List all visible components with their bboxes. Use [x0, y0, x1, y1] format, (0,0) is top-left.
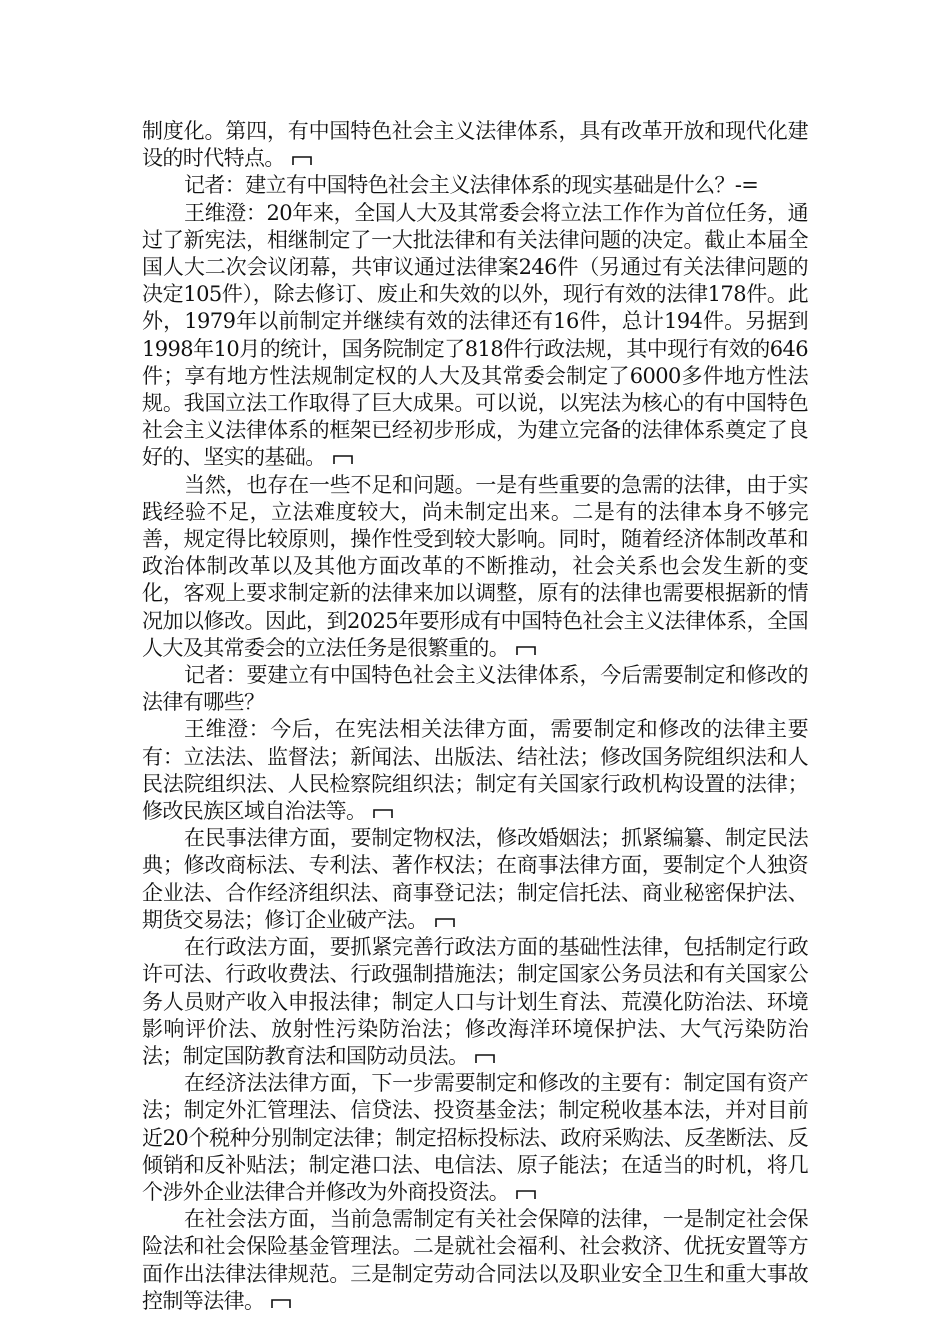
paragraph-text: 在经济法法律方面，下一步需要制定和修改的主要有：制定国有资产法；制定外汇管理法、信贷法、投资基金法；制定税收基本法，并对目前近20个税种分别制定法律；制定招标投标法、政府采购法、反垄断法、反倾销和反补贴法；制定港口法、电信法、原子能法；在适当的时机，将几个涉外企业法律合并修改为外商投资法。	[142, 1071, 808, 1204]
paragraph-7	[142, 825, 808, 934]
paragraph-8	[142, 934, 808, 1070]
paragraph-1	[142, 118, 808, 172]
paragraph-4	[142, 472, 808, 662]
paragraph-text: 在社会法方面，当前急需制定有关社会保障的法律，一是制定社会保险法和社会保险基金管理法。二是就社会福利、社会救济、优抚安置等方面作出法律法律规范。三是制定劳动合同法以及职业安全卫生和重大事故控制等法律。	[142, 1207, 808, 1313]
paragraph-return-icon	[474, 1052, 496, 1062]
paragraph-text: 当然，也存在一些不足和问题。一是有些重要的急需的法律，由于实践经验不足，立法难度较大，尚未制定出来。二是有的法律本身不够完善，规定得比较原则，操作性受到较大影响。同时，随着经济体制改革和政治体制改革以及其他方面改革的不断推动，社会关系也会发生新的变化，客观上要求制定新的法律来加以调整，原有的法律也需要根据新的情况加以修改。因此，到2025年要形成有中国特色社会主义法律体系，全国人大及其常委会的立法任务是很繁重的。	[142, 472, 808, 660]
paragraph-text: 记者：建立有中国特色社会主义法律体系的现实基础是什么？	[184, 173, 735, 198]
document-body	[142, 118, 808, 1315]
paragraph-return-icon	[270, 1297, 292, 1307]
paragraph-6	[142, 716, 808, 825]
paragraph-10	[142, 1206, 808, 1315]
paragraph-text: 记者：要建立有中国特色社会主义法律体系，今后需要制定和修改的法律有哪些？	[142, 663, 808, 715]
paragraph-return-icon	[515, 1188, 537, 1198]
paragraph-return-icon	[291, 154, 313, 164]
paragraph-return-icon	[515, 644, 537, 654]
paragraph-return-icon	[332, 453, 354, 463]
paragraph-text: 王维澄：今后，在宪法相关法律方面，需要制定和修改的法律主要有：立法法、监督法；新闻法、出版法、结社法；修改国务院组织法和人民法院组织法、人民检察院组织法；制定有关国家行政机构设置的法律；修改民族区域自治法等。	[142, 717, 808, 824]
paragraph-text: 在行政法方面，要抓紧完善行政法方面的基础性法律，包括制定行政许可法、行政收费法、行政强制措施法；制定国家公务员法和有关国家公务人员财产收入申报法律；制定人口与计划生育法、荒漠化防治法、环境影响评价法、放射性污染防治法；修改海洋环境保护法、大气污染防治法；制定国防教育法和国防动员法。	[142, 935, 808, 1068]
paragraph-3	[142, 200, 808, 472]
paragraph-9	[142, 1070, 808, 1206]
paragraph-return-icon	[434, 916, 456, 926]
paragraph-return-icon	[372, 807, 394, 817]
paragraph-text: 在民事法律方面，要制定物权法，修改婚姻法；抓紧编纂、制定民法典；修改商标法、专利法、著作权法；在商事法律方面，要制定个人独资企业法、合作经济组织法、商事登记法；制定信托法、商业秘密保护法、期货交易法；修订企业破产法。	[142, 826, 808, 932]
paragraph-2	[142, 172, 808, 199]
paragraph-text: 制度化。第四，有中国特色社会主义法律体系，具有改革开放和现代化建设的时代特点。	[142, 119, 808, 171]
paragraph-text: 王维澄：20年来，全国人大及其常委会将立法工作作为首位任务，通过了新宪法，相继制定了一大批法律和有关法律问题的决定。截止本届全国人大二次会议闭幕，共审议通过法律案246件（另通过有关法律问题的决定105件），除去修订、废止和失效的以外，现行有效的法律178件。此外，1979年以前制定并继续有效的法律还有16件，总计194件。另据到1998年10月的统计，国务院制定了818件行政法规，其中现行有效的646件；享有地方性法规制定权的人大及其常委会制定了6000多件地方性法规。我国立法工作取得了巨大成果。可以说，以宪法为核心的有中国特色社会主义法律体系的框架已经初步形成，为建立完备的法律体系奠定了良好的、坚实的基础。	[142, 200, 808, 470]
paragraph-5	[142, 662, 808, 716]
line-break-icon: -=	[734, 173, 759, 198]
